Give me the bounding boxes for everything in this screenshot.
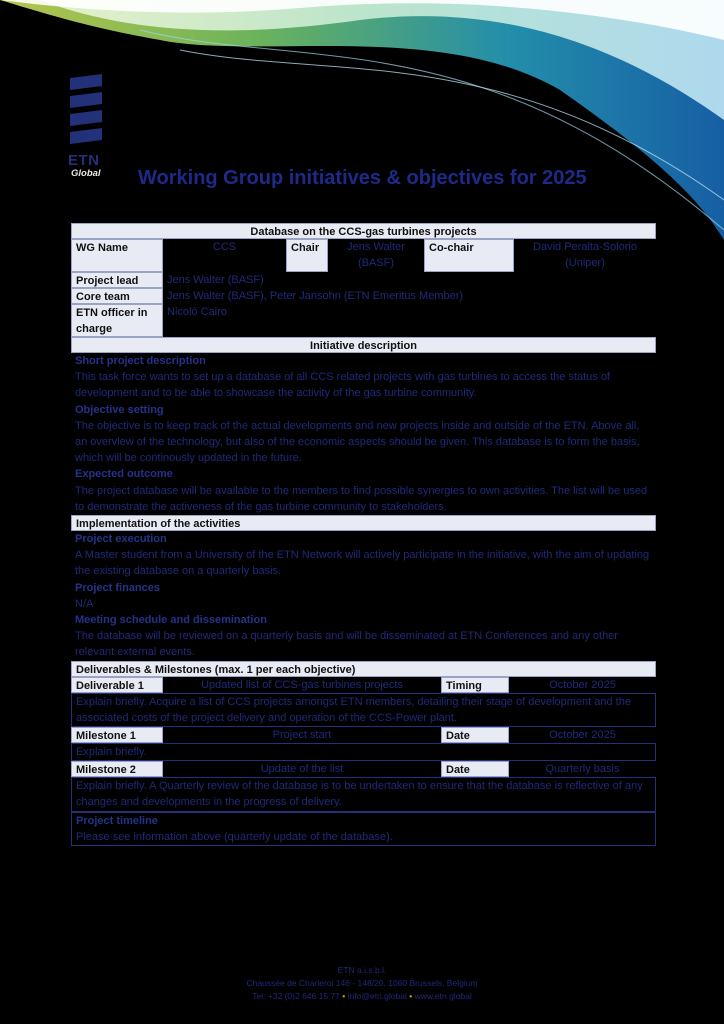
project-lead-row <box>71 272 656 288</box>
milestone1-name: Project start <box>272 729 332 742</box>
logo-name: ETN <box>68 152 100 169</box>
milestone1-row <box>71 727 656 743</box>
milestone2-explain: Explain briefly. A Quarterly review of the database is to be undertaken to ensure that the database is reflective of any changes and developments in the progress of delivery. <box>71 777 656 811</box>
footer-address: Chaussée de Charleroi 146 - 148/20, 1060 Brussels, Belgium <box>246 978 478 988</box>
milestone1-label: Milestone 1 <box>71 727 163 743</box>
footer-org: ETN a.i.s.b.l. <box>337 965 387 975</box>
footer-contacts <box>0 990 724 1003</box>
footer <box>0 964 724 1003</box>
etn-officer-label: ETN officer in charge <box>71 304 163 337</box>
objective-text: The objective is to keep track of the actual developments and new projects inside and outside of the ETN. Above all, an overview of the technology, but also of the economic aspects should be given. This database is to form the basis, which will be continously updated in the future. <box>75 419 640 465</box>
finances-text: N/A <box>75 597 94 610</box>
finances-heading: Project finances <box>75 581 160 594</box>
cochair-label: Co-chair <box>424 239 514 272</box>
milestone2-row <box>71 761 656 777</box>
footer-email-link[interactable]: info@etn.global <box>347 991 407 1001</box>
meeting-heading: Meeting schedule and dissemination <box>75 614 267 627</box>
timing-label: Timing <box>441 677 509 693</box>
footer-phone: Tel: +32 (0)2 646 15 77 <box>252 991 340 1001</box>
separator-dot-icon: • <box>409 991 413 1001</box>
initiative-header: Initiative description <box>71 337 656 353</box>
etn-logo-icon <box>66 74 110 144</box>
timing-value: October 2025 <box>549 678 616 691</box>
deliverable1-explain: Explain briefly. Acquire a list of CCS projects amongst ETN members, detailing their stage of development and the associated costs of the project delivery and operation of the CCS-Power plant. <box>71 693 656 727</box>
outcome-text: The project database will be available to the members to find possible synergies to own activities. The list will be used to demonstrate the activeness of the gas turbine community to stakeholders. <box>75 484 648 513</box>
etn-officer-row <box>71 304 656 337</box>
separator-dot-icon: • <box>342 991 346 1001</box>
logo-sub: Global <box>71 168 101 179</box>
milestone2-name: Update of the list <box>260 763 344 776</box>
deliverable1-label: Deliverable 1 <box>71 677 163 693</box>
milestone2-date: Quarterly basis <box>545 763 620 776</box>
short-desc-heading: Short project description <box>75 355 206 367</box>
execution-heading: Project execution <box>75 533 167 546</box>
core-team-label: Core team <box>71 288 163 304</box>
timeline-text: Please see information above (quarterly update of the database). <box>76 830 393 843</box>
timeline-heading: Project timeline <box>76 814 158 827</box>
chair-label: Chair <box>286 239 328 272</box>
deliverables-header: Deliverables & Milestones (max. 1 per each objective) <box>71 661 656 677</box>
milestone2-label: Milestone 2 <box>71 761 163 777</box>
footer-web-link[interactable]: www.etn.global <box>414 991 472 1001</box>
wg-name-label: WG Name <box>71 239 163 272</box>
meeting-text: The database will be reviewed on a quarterly basis and will be disseminated at ETN Conferences and any other relevant external events. <box>75 630 618 659</box>
page-title: Working Group initiatives & objectives for 2025 <box>138 167 587 189</box>
timeline-box <box>71 812 656 846</box>
cochair-value: David Peralta-Solorio (Uniper) <box>533 241 637 270</box>
document-body <box>71 223 656 846</box>
project-lead-value: Jens Walter (BASF) <box>167 274 264 286</box>
milestone1-explain: Explain briefly. <box>71 743 656 761</box>
wg-name-value: CCS <box>212 241 237 253</box>
core-team-row <box>71 288 656 304</box>
deliverable1-row <box>71 677 656 693</box>
chair-value: Jens Walter (BASF) <box>347 241 405 270</box>
database-header: Database on the CCS-gas turbines projects <box>71 223 656 239</box>
implementation-header: Implementation of the activities <box>71 515 656 531</box>
deliverable1-name: Updated list of CCS-gas turbines projects <box>201 678 403 691</box>
outcome-heading: Expected outcome <box>75 468 173 481</box>
wg-row <box>71 239 656 272</box>
core-team-value: Jens Walter (BASF), Peter Jansohn (ETN Emeritus Member) <box>167 290 464 302</box>
project-lead-label: Project lead <box>71 272 163 288</box>
milestone1-date: October 2025 <box>549 729 616 742</box>
milestone2-date-label: Date <box>441 761 509 777</box>
objective-heading: Objective setting <box>75 403 164 416</box>
short-desc-text: This task force wants to set up a database of all CCS related projects with gas turbines to access the status of development and to be able to showcase the activity of the gas turbine community. <box>75 371 610 400</box>
execution-text: A Master student from a University of the ETN Network will actively participate in the initiative, with the aim of updating the existing database on a quarterly basis. <box>75 549 650 578</box>
milestone1-date-label: Date <box>441 727 509 743</box>
etn-officer-value: Nicolò Cairo <box>167 306 227 318</box>
